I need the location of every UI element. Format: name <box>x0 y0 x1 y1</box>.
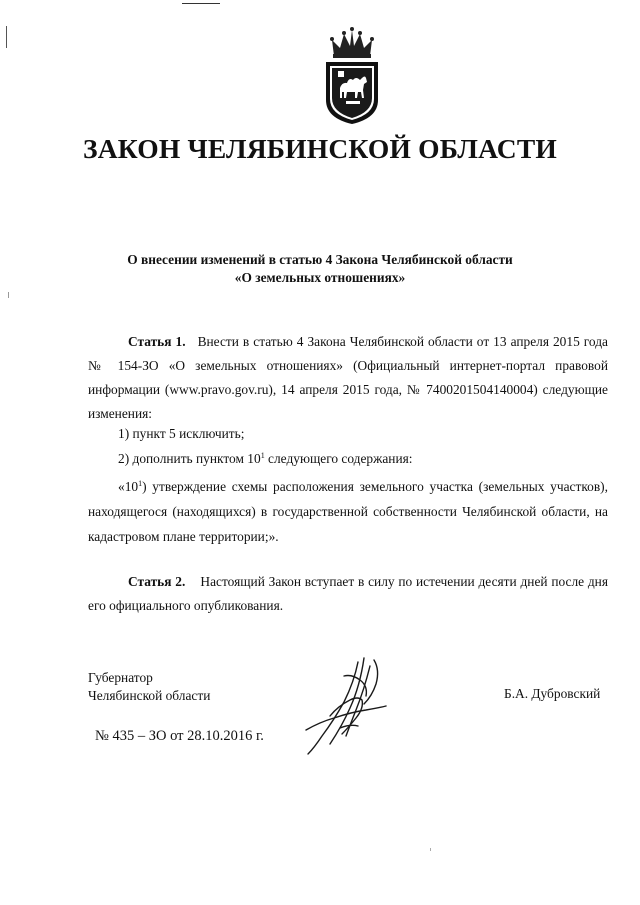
subtitle-line: О внесении изменений в статью 4 Закона Челябинской области <box>127 252 513 267</box>
item-2-text-end: следующего содержания: <box>264 451 413 466</box>
governor-region: Челябинской области <box>88 688 211 703</box>
article-2 <box>88 570 608 618</box>
item-2-superscript: 1 <box>260 451 265 460</box>
margin-dot <box>8 292 9 298</box>
article-2-label: Статья 2. <box>128 574 186 589</box>
signature-icon <box>300 656 395 761</box>
article-1-quote <box>88 474 608 549</box>
margin-mark <box>6 26 7 48</box>
article-1-item-2 <box>118 451 413 467</box>
governor-block <box>88 669 210 705</box>
quote-text: ) утверждение схемы расположения земельного участка (земельных участков), находящегося (находящихся) в государственной собственности Челябинской области, на кадастровом плане территории;». <box>88 479 608 544</box>
quote-superscript: 1 <box>138 479 143 488</box>
governor-title: Губернатор <box>88 670 153 685</box>
item-2-text: 2) дополнить пунктом 10 <box>118 451 261 466</box>
article-1-item-1: 1) пункт 5 исключить; <box>118 426 245 441</box>
law-number: № 435 – ЗО от 28.10.2016 г. <box>95 728 264 744</box>
signer-name: Б.А. Дубровский <box>504 686 601 701</box>
coat-of-arms-icon <box>320 26 384 126</box>
article-1 <box>88 330 608 426</box>
top-rule <box>182 3 220 4</box>
article-2-text: Настоящий Закон вступает в силу по истечении десяти дней после дня его официального опубликования. <box>88 574 609 613</box>
document-subtitle <box>0 251 640 287</box>
scan-dot <box>430 848 431 851</box>
document-title: ЗАКОН ЧЕЛЯБИНСКОЙ ОБЛАСТИ <box>83 133 557 164</box>
article-1-text: Внести в статью 4 Закона Челябинской области от 13 апреля 2015 года № 154-ЗО «О земельных отношениях» (Официальный интернет-портал правовой информации (www.pravo.gov.ru), 14 апреля 2015 года, № 7400201504140004) следующие изменения: <box>88 334 609 421</box>
article-1-label: Статья 1. <box>128 334 186 349</box>
subtitle-line: «О земельных отношениях» <box>234 270 406 285</box>
quote-start: «10 <box>118 479 139 494</box>
